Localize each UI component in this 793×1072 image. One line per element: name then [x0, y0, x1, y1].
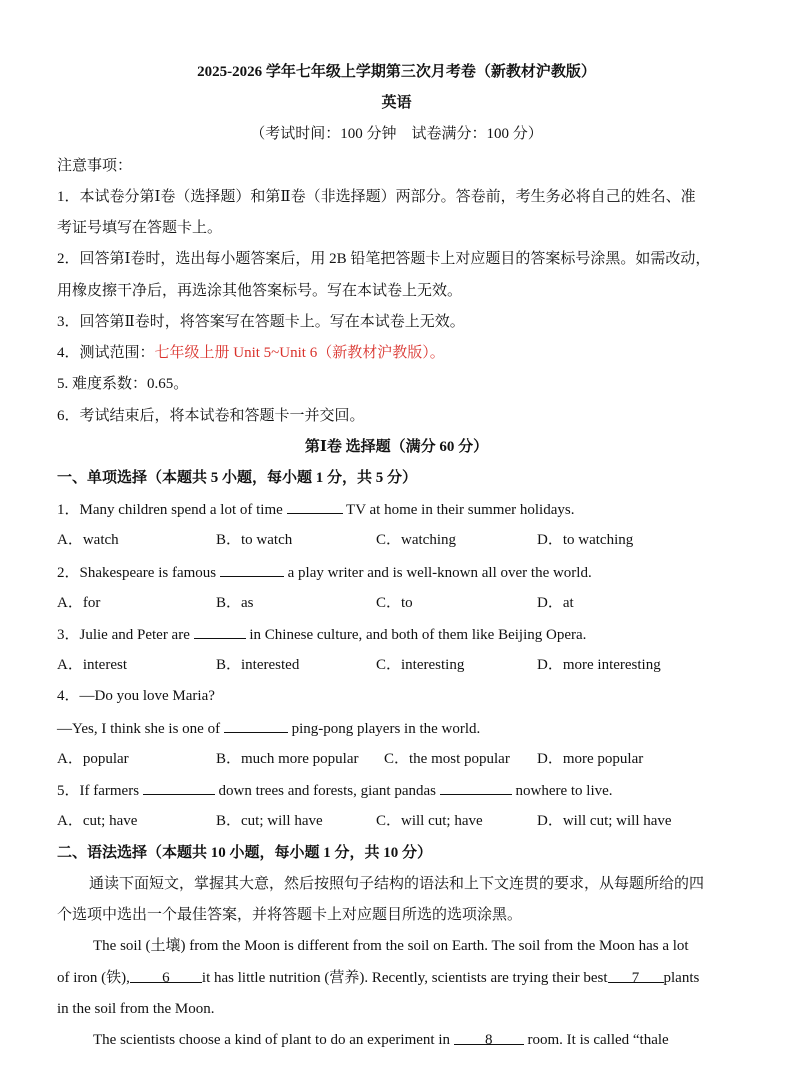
passage-p1-line-1: The soil (土壤) from the Moon is different from the soil on Earth. The soil from the Moon has a lot [93, 938, 689, 954]
note-4 [57, 343, 445, 363]
note-4-scope: 七年级上册 Unit 5~Unit 6（新教材沪教版）。 [154, 345, 445, 361]
passage-p1-line-3: in the soil from the Moon. [57, 1001, 215, 1017]
passage-text: plants [663, 970, 700, 986]
note-6: 6．考试结束后，将本试卷和答题卡一并交回。 [57, 408, 365, 424]
question-2-text: 2．Shakespeare is famous [57, 565, 220, 581]
question-5-stem [57, 780, 613, 801]
question-3-stem [57, 624, 586, 645]
question-5-option-c: C．will cut; have [376, 813, 483, 829]
question-4-text-end: ping-pong players in the world. [287, 721, 481, 737]
note-5: 5. 难度系数：0.65。 [57, 376, 189, 392]
answer-blank-6: 6 [130, 968, 202, 983]
passage-text: of iron (铁), [57, 970, 130, 986]
note-2-line-2: 用橡皮擦干净后，再选涂其他答案标号。写在本试卷上无效。 [57, 283, 463, 299]
section2-instructions-line-1: 通读下面短文，掌握其大意，然后按照句子结构的语法和上下文连贯的要求，从每题所给的四 [89, 876, 705, 892]
question-5-option-b: B．cut; will have [216, 813, 323, 829]
question-3-option-d: D．more interesting [537, 657, 661, 673]
section1-title: 一、单项选择（本题共 5 小题，每小题 1 分，共 5 分） [57, 470, 418, 486]
note-1-line-2: 考证号填写在答题卡上。 [57, 220, 223, 236]
question-2-option-c: C．to [376, 595, 413, 611]
question-5-text: 5．If farmers [57, 783, 143, 799]
question-1-stem [57, 499, 574, 520]
question-2-text-end: a play writer and is well-known all over the world. [283, 565, 592, 581]
question-1-option-a: A．watch [57, 532, 119, 548]
answer-blank [287, 499, 343, 514]
question-4-text: —Yes, I think she is one of [57, 721, 224, 737]
question-3-text: 3．Julie and Peter are [57, 627, 194, 643]
question-5-option-a: A．cut; have [57, 813, 138, 829]
question-2-option-d: D．at [537, 595, 574, 611]
answer-blank [143, 780, 215, 795]
exam-title: 2025-2026 学年七年级上学期第三次月考卷（新教材沪教版） [197, 64, 596, 80]
question-2-option-b: B．as [216, 595, 254, 611]
question-4-option-b: B．much more popular [216, 751, 359, 767]
question-3-option-c: C．interesting [376, 657, 465, 673]
question-2-stem [57, 562, 592, 583]
question-1-text: 1．Many children spend a lot of time [57, 502, 287, 518]
question-4-stem-line-2 [57, 718, 480, 739]
note-4-prefix: 4．测试范围： [57, 345, 155, 361]
answer-blank-7: 7 [608, 968, 664, 983]
question-4-option-a: A．popular [57, 751, 129, 767]
question-1-text-end: TV at home in their summer holidays. [342, 502, 575, 518]
question-3-option-a: A．interest [57, 657, 127, 673]
section2-instructions-line-2: 个选项中选出一个最佳答案，并将答题卡上对应题目所选的选项涂黑。 [57, 907, 523, 923]
question-1-option-b: B．to watch [216, 532, 293, 548]
question-5-text-middle: down trees and forests, giant pandas [214, 783, 440, 799]
passage-text: The scientists choose a kind of plant to do an experiment in [93, 1032, 454, 1048]
passage-text: room. It is called “thale [523, 1032, 669, 1048]
question-4-stem-line-1: 4．—Do you love Maria? [57, 688, 215, 704]
question-1-option-d: D．to watching [537, 532, 634, 548]
passage-p2-line-1 [93, 1030, 669, 1050]
question-2-option-a: A．for [57, 595, 101, 611]
question-3-text-end: in Chinese culture, and both of them like Beijing Opera. [245, 627, 587, 643]
notes-heading: 注意事项： [57, 158, 133, 174]
note-3: 3．回答第Ⅱ卷时，将答案写在答题卡上。写在本试卷上无效。 [57, 314, 465, 330]
answer-blank-8: 8 [454, 1030, 524, 1045]
exam-info: （考试时间：100 分钟 试卷满分：100 分） [250, 126, 543, 142]
part1-title: 第Ⅰ卷 选择题（满分 60 分） [304, 439, 489, 455]
question-5-option-d: D．will cut; will have [537, 813, 672, 829]
question-4-option-c: C．the most popular [384, 751, 510, 767]
answer-blank [220, 562, 284, 577]
question-3-option-b: B．interested [216, 657, 300, 673]
passage-text: it has little nutrition (营养). Recently, scientists are trying their best [201, 970, 608, 986]
answer-blank [194, 624, 246, 639]
question-5-text-end: nowhere to live. [511, 783, 613, 799]
note-1-line-1: 1．本试卷分第Ⅰ卷（选择题）和第Ⅱ卷（非选择题）两部分。答卷前，考生务必将自己的姓名、准 [57, 189, 696, 205]
answer-blank [224, 718, 288, 733]
passage-p1-line-2 [57, 968, 699, 988]
question-1-option-c: C．watching [376, 532, 456, 548]
answer-blank [440, 780, 512, 795]
subject-title: 英语 [381, 95, 412, 111]
question-4-option-d: D．more popular [537, 751, 644, 767]
note-2-line-1: 2．回答第Ⅰ卷时，选出每小题答案后，用 2B 铅笔把答题卡上对应题目的答案标号涂黑。如需改动， [57, 251, 711, 267]
section2-title: 二、语法选择（本题共 10 小题，每小题 1 分，共 10 分） [57, 845, 433, 861]
